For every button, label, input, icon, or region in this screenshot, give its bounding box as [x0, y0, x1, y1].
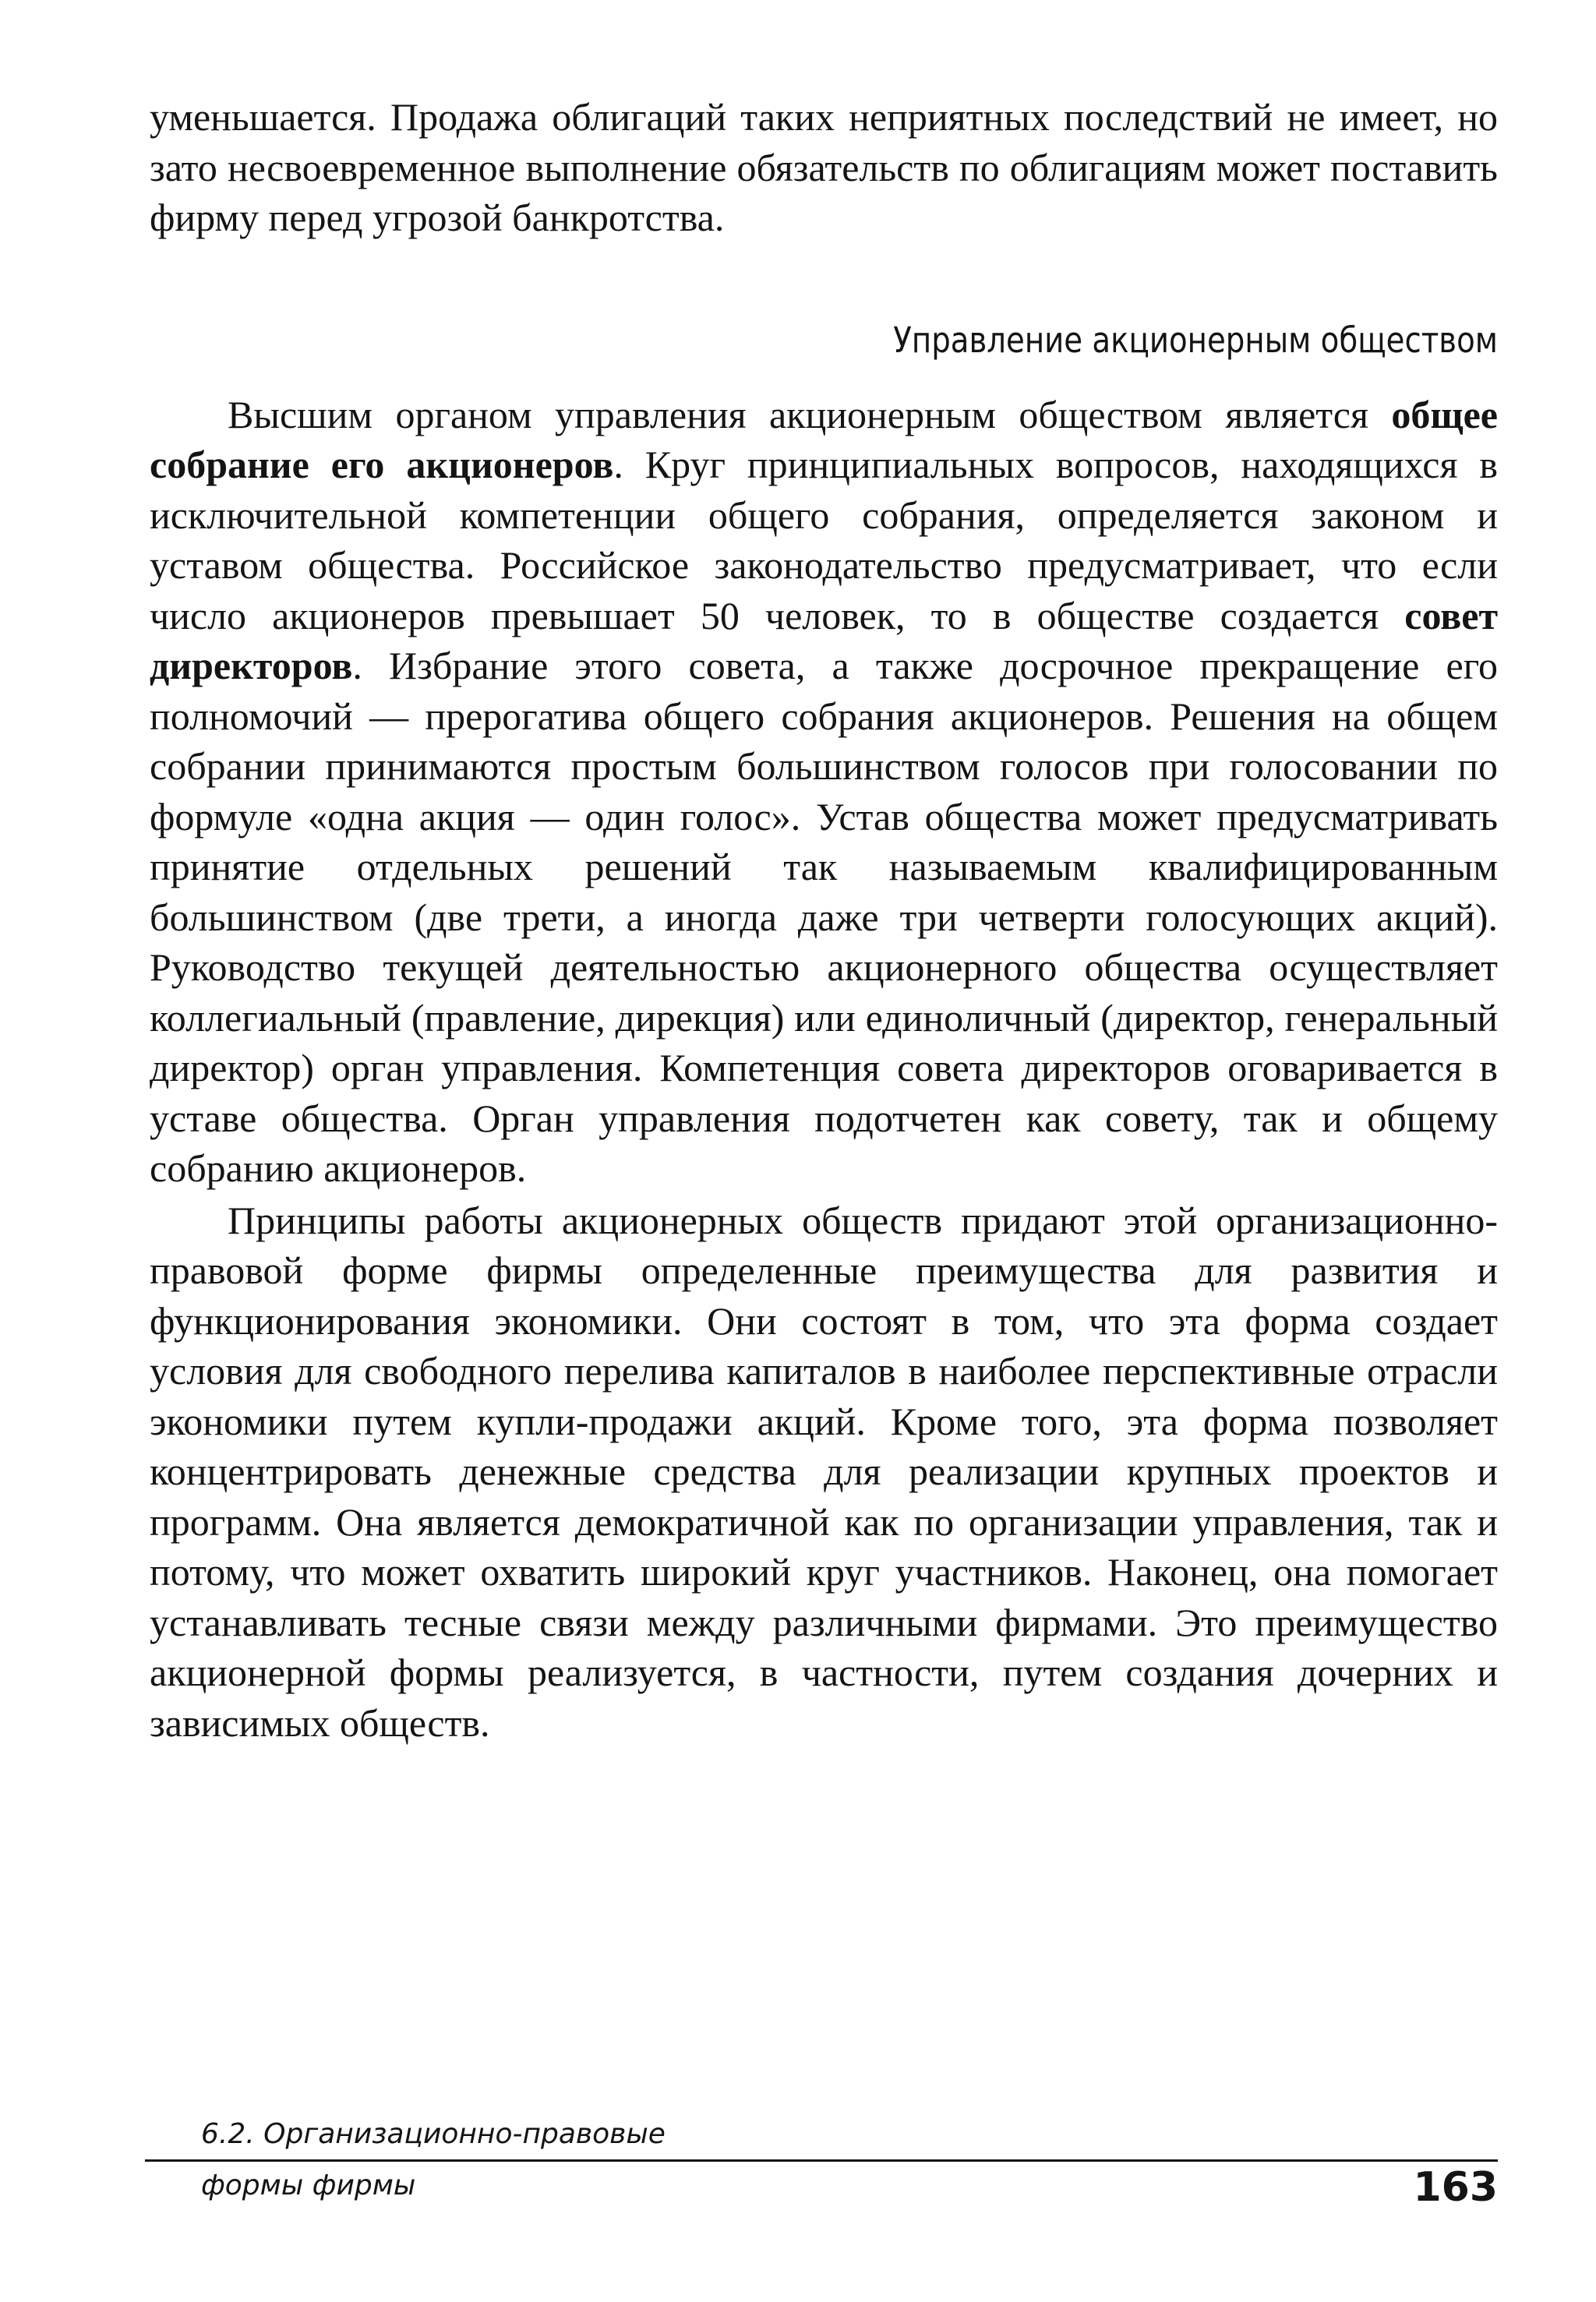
page-footer: [201, 2116, 1498, 2233]
page-number: 163: [1413, 2164, 1498, 2211]
paragraph-governance-text-2: . Круг принципиальных вопросов, находящихся в исключительной компетенции общего собрания, определяется законом и уставом общества. Российское законодательство предусматривает, что если число акционеров превышает 50 человек, то в обществе создается: [150, 443, 1498, 637]
term-general-meeting: общее собрание его акционеров: [150, 392, 1498, 486]
footer-divider: [145, 2159, 1498, 2162]
paragraph-continuation: уменьшается. Продажа облигаций таких неприятных последствий не имеет, но зато несвоевременное выполнение обязательств по облигациям может поставить фирму перед угрозой банкротства.: [150, 95, 1498, 239]
term-board-of-directors: совет директоров: [150, 593, 1498, 687]
footer-section-title-line1: 6.2. Организационно-правовые: [201, 2118, 666, 2150]
paragraph-principles: Принципы работы акционерных обществ придают этой организационно-правовой форме фирмы определенные преимущества для развития и функционирования экономики. Они состоят в том, что эта форма создает условия для свободного перелива капиталов в наиболее перспективные отрасли экономики путем купли-продажи акций. Кроме того, эта форма позволяет концентрировать денежные средства для реализации крупных проектов и программ. Она является демократичной как по организации управления, так и потому, что может охватить широкий круг участников. Наконец, она помогает устанавливать тесные связи между различными фирмами. Это преимущество акционерной формы реализуется, в частности, путем создания дочерних и зависимых обществ.: [150, 1198, 1498, 1745]
footer-section-title-line2: формы фирмы: [201, 2170, 416, 2201]
section-heading: Управление акционерным обществом: [893, 319, 1498, 361]
paragraph-governance-text-1: Высшим органом управления акционерным обществом является: [228, 392, 1392, 436]
paragraph-governance: [150, 390, 1498, 1194]
page-body: [150, 92, 1498, 1748]
paragraph-governance-text-3: . Избрание этого совета, а также досрочное прекращение его полномочий — прерогатива общего собрания акционеров. Решения на общем собрании принимаются простым большинством голосов при голосовании по формуле «одна акция — один голос». Устав общества может предусматривать принятие отдельных решений так называемым квалифицированным большинством (две трети, а иногда даже три четверти голосующих акций). Руководство текущей деятельностью акционерного общества осуществляет коллегиальный (правление, дирекция) или единоличный (директор, генеральный директор) орган управления. Компетенция совета директоров оговаривается в уставе общества. Орган управления подотчетен как совету, так и общему собранию акционеров.: [150, 644, 1498, 1190]
